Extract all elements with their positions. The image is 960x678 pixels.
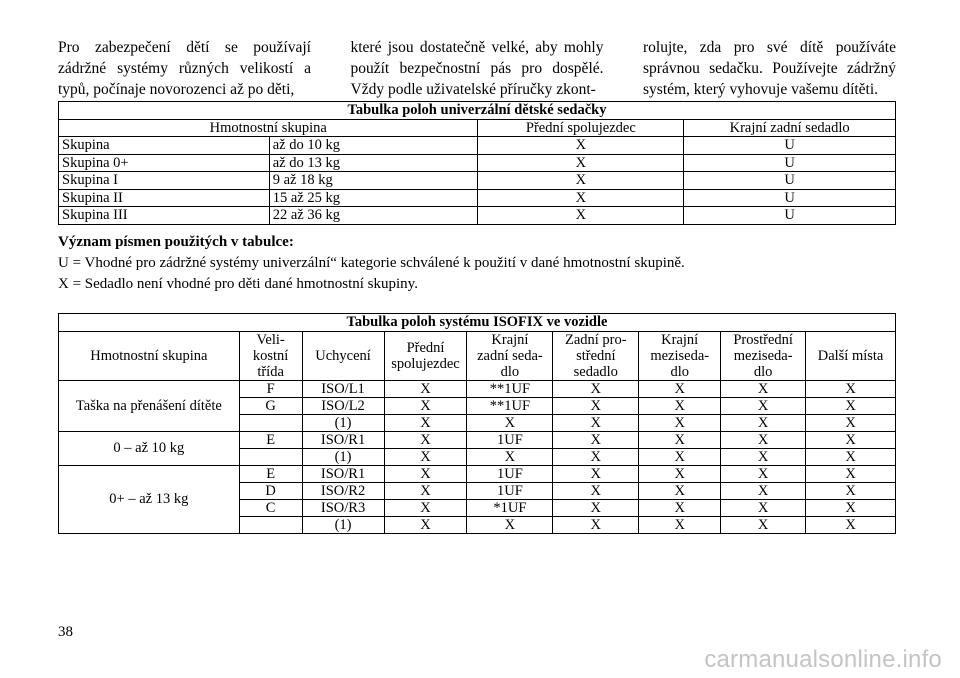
table-cell [239, 414, 302, 431]
table-cell: 1UF [467, 482, 553, 499]
table-cell: ISO/L1 [302, 380, 384, 397]
table-cell: E [239, 465, 302, 482]
header-line: spolujezdec [391, 355, 460, 372]
rear-outer-cell: U [684, 189, 896, 207]
table-cell: X [384, 397, 467, 414]
watermark: carmanualsonline.info [704, 646, 942, 673]
table-cell: X [721, 499, 806, 516]
table-cell: X [721, 465, 806, 482]
weight-group-cell: Taška na přenášení dítěte [59, 380, 240, 431]
weight-cell: až do 13 kg [269, 154, 478, 172]
rear-outer-cell: U [684, 154, 896, 172]
column-header: Krajní zadní sedadlo [684, 119, 896, 137]
page-number: 38 [58, 624, 73, 640]
intro-paragraph-1: Pro zabezpečení dětí se používají zádržné systémy různých velikostí a typů, počínaje novorozenci až po děti, [58, 39, 311, 98]
front-passenger-cell: X [478, 189, 684, 207]
header-row [59, 331, 896, 380]
table-cell: X [806, 397, 896, 414]
table-cell: ISO/R2 [302, 482, 384, 499]
table-body [59, 380, 896, 533]
table-cell: X [721, 380, 806, 397]
front-passenger-cell: X [478, 137, 684, 155]
header-line: dlo [670, 363, 689, 380]
table-cell: X [639, 465, 721, 482]
table-cell: X [806, 380, 896, 397]
header-line: střední [576, 347, 616, 364]
table-cell: X [553, 380, 639, 397]
table-cell: ISO/R3 [302, 499, 384, 516]
intro-paragraph-3: rolujte, zda pro své dítě používáte správnou sedačku. Používejte zádržný systém, který vyhovuje vašemu dítěti. [643, 39, 896, 98]
table-row [59, 465, 896, 482]
legend-heading: Význam písmen použitých v tabulce: [58, 234, 294, 250]
column-header: Hmotnostní skupina [59, 331, 240, 380]
column-header [239, 331, 302, 380]
table-cell: X [553, 465, 639, 482]
front-passenger-cell: X [478, 172, 684, 190]
table-cell: X [639, 448, 721, 465]
table-cell: X [806, 431, 896, 448]
table-cell: X [467, 414, 553, 431]
table-cell: X [721, 431, 806, 448]
header-line: Krajní [491, 331, 529, 348]
table-cell: X [639, 482, 721, 499]
table-cell: X [639, 380, 721, 397]
column-header [553, 331, 639, 380]
header-line: kostní [252, 347, 289, 364]
table-cell: X [467, 448, 553, 465]
front-passenger-cell: X [478, 154, 684, 172]
table-cell: 1UF [467, 431, 553, 448]
table-cell: X [467, 516, 553, 533]
table-cell: X [721, 482, 806, 499]
header-line: Zadní pro- [564, 331, 627, 348]
table-cell: X [384, 516, 467, 533]
table-cell [239, 448, 302, 465]
intro-column-2 [351, 37, 604, 100]
table-cell: *1UF [467, 499, 553, 516]
table-cell: 1UF [467, 465, 553, 482]
table-cell: X [721, 448, 806, 465]
isofix-table [58, 313, 896, 534]
table-cell: X [806, 499, 896, 516]
header-line: Veli- [256, 331, 285, 348]
weight-cell: 22 až 36 kg [269, 207, 478, 225]
table-cell: C [239, 499, 302, 516]
table-cell: ISO/R1 [302, 465, 384, 482]
table-cell: **1UF [467, 380, 553, 397]
header-line: dlo [753, 363, 773, 380]
front-passenger-cell: X [478, 207, 684, 225]
table-cell: X [721, 397, 806, 414]
table-cell: X [553, 516, 639, 533]
header-line: meziseda- [733, 347, 793, 364]
table-cell: F [239, 380, 302, 397]
intro-text [58, 37, 896, 100]
header-line: dlo [500, 363, 520, 380]
table-cell: X [639, 431, 721, 448]
column-header: Přední spolujezdec [478, 119, 684, 137]
group-cell: Skupina II [59, 189, 270, 207]
table-cell: G [239, 397, 302, 414]
header-line: Prostřední [733, 331, 793, 348]
table-cell: (1) [302, 448, 384, 465]
table-cell: X [721, 516, 806, 533]
group-cell: Skupina 0+ [59, 154, 270, 172]
header-line: meziseda- [650, 347, 710, 364]
column-header [467, 331, 553, 380]
table-cell: X [384, 482, 467, 499]
header-line: sedadlo [573, 363, 618, 380]
table-cell: X [639, 414, 721, 431]
table-row [59, 431, 896, 448]
table-cell: X [384, 380, 467, 397]
table-title: Tabulka poloh univerzální dětské sedačky [59, 102, 896, 120]
table-cell: X [806, 414, 896, 431]
table-cell: X [384, 448, 467, 465]
group-cell: Skupina I [59, 172, 270, 190]
header-line: zadní seda- [477, 347, 543, 364]
table-row [59, 189, 896, 207]
header-line: Krajní [661, 331, 699, 348]
column-header [639, 331, 721, 380]
table-cell: X [553, 414, 639, 431]
table-cell: D [239, 482, 302, 499]
table-cell: X [384, 465, 467, 482]
table-title: Tabulka poloh systému ISOFIX ve vozidle [59, 314, 896, 332]
table-cell: X [384, 414, 467, 431]
header-line: třída [257, 363, 284, 380]
rear-outer-cell: U [684, 137, 896, 155]
weight-group-cell: 0 – až 10 kg [59, 431, 240, 465]
table-cell: X [553, 482, 639, 499]
group-cell: Skupina III [59, 207, 270, 225]
table-cell: X [806, 482, 896, 499]
table-row [59, 137, 896, 155]
weight-cell: 9 až 18 kg [269, 172, 478, 190]
table-cell: X [806, 465, 896, 482]
column-header [721, 331, 806, 380]
intro-column-1 [58, 37, 311, 100]
table-row [59, 207, 896, 225]
table-cell: X [639, 499, 721, 516]
legend-u: U = Vhodné pro zádržné systémy univerzální“ kategorie schválené k použití v dané hmotnostní skupině. [58, 255, 685, 271]
table-cell: X [721, 414, 806, 431]
table-cell: X [639, 397, 721, 414]
weight-cell: až do 10 kg [269, 137, 478, 155]
universal-seat-table [58, 101, 896, 225]
weight-cell: 15 až 25 kg [269, 189, 478, 207]
group-cell: Skupina [59, 137, 270, 155]
column-header: Další místa [806, 331, 896, 380]
weight-group-cell: 0+ – až 13 kg [59, 465, 240, 533]
table-cell: X [553, 431, 639, 448]
table-row [59, 154, 896, 172]
column-header [384, 331, 467, 380]
table-cell: X [553, 499, 639, 516]
rear-outer-cell: U [684, 172, 896, 190]
column-header: Hmotnostní skupina [59, 119, 478, 137]
table-cell: X [553, 397, 639, 414]
rear-outer-cell: U [684, 207, 896, 225]
table-cell: (1) [302, 516, 384, 533]
table-cell: X [384, 431, 467, 448]
table-cell: X [806, 448, 896, 465]
legend [58, 232, 896, 295]
header-line: Přední [406, 339, 445, 356]
table-cell: X [384, 499, 467, 516]
table-cell: ISO/L2 [302, 397, 384, 414]
intro-column-3 [643, 37, 896, 100]
column-header: Uchycení [302, 331, 384, 380]
table-cell [239, 516, 302, 533]
table-body [59, 137, 896, 225]
table-cell: X [639, 516, 721, 533]
table-cell: E [239, 431, 302, 448]
table-cell: **1UF [467, 397, 553, 414]
legend-x: X = Sedadlo není vhodné pro děti dané hmotnostní skupiny. [58, 276, 418, 292]
table-cell: X [806, 516, 896, 533]
table-cell: ISO/R1 [302, 431, 384, 448]
intro-paragraph-2: které jsou dostatečně velké, aby mohly použít bezpečnostní pás pro dospělé. Vždy podle uživatelské příručky zkont- [350, 39, 604, 98]
table-cell: X [553, 448, 639, 465]
table-row [59, 172, 896, 190]
table-row [59, 380, 896, 397]
table-cell: (1) [302, 414, 384, 431]
